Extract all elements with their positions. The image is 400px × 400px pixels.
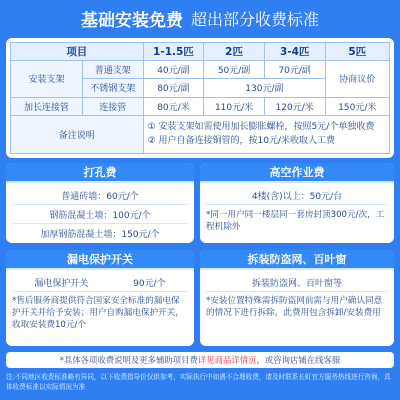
header-cell-3hp: 3-4匹 xyxy=(264,43,325,61)
high-altitude-price: 4楼(含)以上：50元/台 xyxy=(206,186,388,205)
drilling-card xyxy=(6,163,194,243)
remark-label: 备注说明 xyxy=(11,115,144,153)
pipe-price-1hp: 80元/米 xyxy=(143,97,204,115)
price-table-panel xyxy=(6,38,394,158)
list-item: 普通砖墙：60元/个 xyxy=(12,186,188,205)
bracket-steel-price-1hp: 80元/副 xyxy=(143,79,204,97)
leakage-item-price: 90元/个 xyxy=(133,278,166,289)
pipe-price-2hp: 110元/米 xyxy=(204,97,265,115)
table-row xyxy=(11,61,390,79)
table-row xyxy=(11,115,390,153)
window-title: 拆装防盗网、百叶窗 xyxy=(200,250,394,270)
window-body xyxy=(200,270,394,322)
bracket-normal-price-2hp: 50元/副 xyxy=(204,61,265,79)
bracket-normal-label: 普通支架 xyxy=(83,61,144,79)
disclaimer: 注:不同地区收费标准略有异同，以下收费指导价仅供参考，实际执行中如遇不合理收费，请及时联系长虹官方服务热线进行咨询，具体收费标准以实际情况为准 xyxy=(6,373,391,391)
page-subtitle: 超出部分收费标准 xyxy=(190,9,319,29)
bracket-normal-price-3hp: 70元/副 xyxy=(264,61,325,79)
leakage-title: 漏电保护开关 xyxy=(6,250,194,270)
remark-line-1: ① 安装支架如需使用加长膨胀螺栓，按照5元/个单独收费 xyxy=(147,122,375,133)
page-title: 基础安装免费 xyxy=(80,10,183,31)
high-altitude-body xyxy=(200,183,394,236)
list-item: 钢筋混凝土墙：100元/个 xyxy=(12,205,188,224)
high-altitude-title: 高空作业费 xyxy=(200,163,394,183)
header-cell-item: 项目 xyxy=(11,43,144,61)
leakage-card xyxy=(6,250,194,346)
leakage-row xyxy=(12,273,188,292)
bracket-price-5hp: 协商议价 xyxy=(325,61,390,98)
high-altitude-note: *同一用户同一楼层同一套房封顶300元/次，工程机除外 xyxy=(206,210,385,232)
bracket-normal-price-1hp: 40元/副 xyxy=(143,61,204,79)
table-row xyxy=(11,97,390,115)
leakage-item-label: 漏电保护开关 xyxy=(34,278,89,289)
pipe-price-5hp: 150元/米 xyxy=(325,97,390,115)
drilling-title: 打孔费 xyxy=(6,163,194,183)
leakage-body xyxy=(6,270,194,334)
pipe-price-3hp: 120元/米 xyxy=(264,97,325,115)
window-note: *安装位置特殊需拆防盗网前需与用户确认同意的情况下进行拆除，此费用包含拆卸/安装费用 xyxy=(206,296,383,318)
bracket-steel-price-2-3hp: 130元/副 xyxy=(204,79,325,97)
footer-suffix: ，或咨询店铺在线客服 xyxy=(256,355,341,365)
header-cell-2hp: 2匹 xyxy=(204,43,265,61)
bracket-steel-label: 不锈钢支架 xyxy=(83,79,144,97)
table-header-row xyxy=(11,43,390,61)
window-card xyxy=(200,250,394,346)
leakage-note: *售后服务商提供符合国家安全标准的漏电保护开关并给予安装；用户自购漏电保护开关，收取安装费10元/个 xyxy=(12,296,184,330)
footer-prefix: *具体各项收费说明及更多辅助项目费 xyxy=(59,355,198,365)
pipe-label: 加长连接管 xyxy=(11,97,83,115)
window-item: 拆装防盗网、百叶窗等 xyxy=(206,273,388,292)
drilling-body xyxy=(6,183,194,243)
remark-line-2: ② 用户自备连接铜管的，按10元/米收取人工费 xyxy=(147,136,336,147)
bracket-label: 安装支架 xyxy=(11,61,83,98)
footer-link[interactable]: 详见商品详情页 xyxy=(197,355,257,365)
page-header xyxy=(0,0,400,36)
pipe-sub-label: 连接管 xyxy=(83,97,144,115)
price-table xyxy=(10,42,390,154)
footer-note xyxy=(6,352,394,368)
header-cell-1hp: 1-1.5匹 xyxy=(143,43,204,61)
high-altitude-card xyxy=(200,163,394,243)
list-item: 加厚钢筋混凝土墙：150元/个 xyxy=(40,230,160,240)
remark-cell xyxy=(143,115,389,153)
header-cell-5hp: 5匹 xyxy=(325,43,390,61)
